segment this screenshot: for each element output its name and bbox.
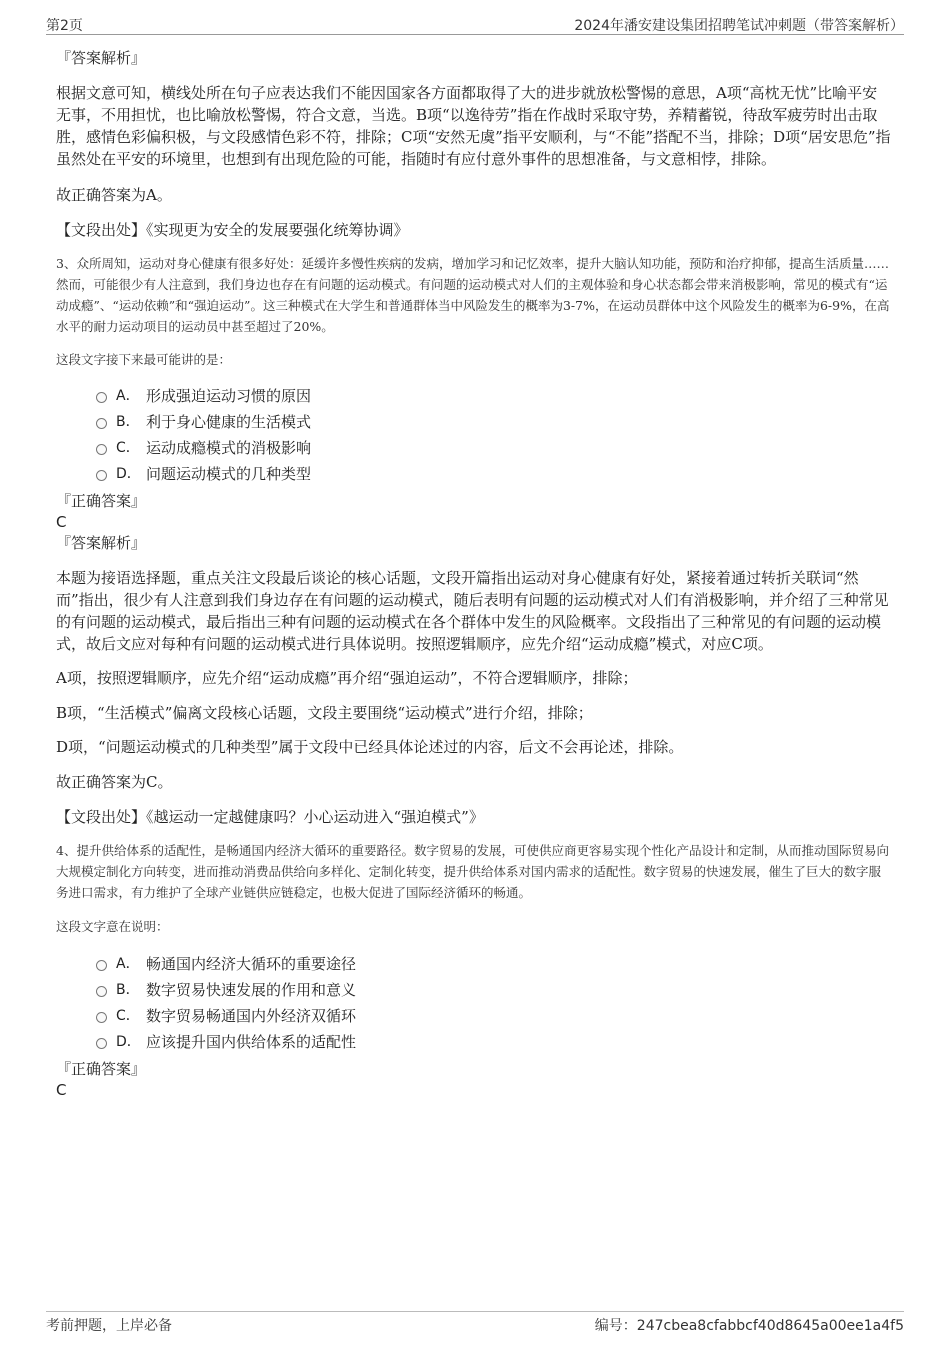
document-code: 编号：247cbea8cfabbcf40d8645a00ee1a4f5 [594,1318,904,1334]
analysis-heading: 『答案解析』 [56,49,147,67]
source: 【文段出处】《越运动一定越健康吗？小心运动进入“强迫模式”》 [56,808,484,826]
footer-slogan: 考前押题，上岸必备 [46,1318,172,1334]
page-footer [46,1311,904,1334]
option-b[interactable]: B． 数字贸易快速发展的作用和意义 [96,977,892,1003]
question-3-prompt: 这段文字接下来最可能讲的是： [56,352,232,367]
analysis-heading: 『答案解析』 [56,534,147,552]
question-4-options [56,951,892,1055]
conclusion: 故正确答案为C。 [56,773,173,791]
radio-icon[interactable] [96,418,107,429]
page-content [56,44,892,1100]
radio-icon[interactable] [96,1012,107,1023]
question-3-stem: 3、众所周知，运动对身心健康有很多好处：延缓许多慢性疾病的发病，增加学习和记忆效率，提升大脑认知功能，预防和治疗抑郁，提高生活质量……然而，可能很少有人注意到，我们身边也存在有问题的运动模式。有问题的运动模式对人们的主观体验和身心状态都会带来消极影响，常见的模式有“运动成瘾”、“运动依赖”和“强迫运动”。这三种模式在大学生和普通群体当中风险发生的概率为3-7%，在运动员群体中这个风险发生的概率为6-9%，在高水平的耐力运动项目的运动员中甚至超过了20%。 [56,256,890,334]
analysis-text: 根据文意可知，横线处所在句子应表达我们不能因国家各方面都取得了大的进步就放松警惕的意思，A项“高枕无忧”比喻平安无事，不用担忧，也比喻放松警惕，符合文意，当选。B项“以逸待劳”指在作战时采取守势，养精蓄锐，待敌军疲劳时出击取胜，感情色彩偏积极，与文段感情色彩不符，排除；C项“安然无虞”指平安顺利，与“不能”搭配不当，排除；D项“居安思危”指虽然处在平安的环境里，也想到有出现危险的可能，指随时有应付意外事件的思想准备，与文意相悖，排除。 [56,84,891,168]
question-4-stem: 4、提升供给体系的适配性，是畅通国内经济大循环的重要路径。数字贸易的发展，可使供应商更容易实现个性化产品设计和定制，从而推动国际贸易向大规模定制化方向转变，进而推动消费品供给向多样化、定制化转变，提升供给体系对国内需求的适配性。数字贸易的快速发展，催生了巨大的数字服务进口需求，有力维护了全球产业链供应链稳定，也极大促进了国际经济循环的畅通。 [56,843,889,900]
correct-answer: C [56,513,67,531]
option-a[interactable]: A． 形成强迫运动习惯的原因 [96,383,892,409]
radio-icon[interactable] [96,444,107,455]
source: 【文段出处】《实现更为安全的发展要强化统筹协调》 [56,221,409,239]
option-c[interactable]: C． 运动成瘾模式的消极影响 [96,435,892,461]
analysis-option-d: D项，“问题运动模式的几种类型”属于文段中已经具体论述过的内容，后文不会再论述，排除。 [56,738,684,756]
option-d[interactable]: D． 应该提升国内供给体系的适配性 [96,1029,892,1055]
option-d[interactable]: D． 问题运动模式的几种类型 [96,461,892,487]
document-title: 2024年潘安建设集团招聘笔试冲刺题（带答案解析） [574,18,904,34]
radio-icon[interactable] [96,392,107,403]
radio-icon[interactable] [96,960,107,971]
analysis-option-b: B项，“生活模式”偏离文段核心话题，文段主要围绕“运动模式”进行介绍，排除； [56,704,593,722]
answer-heading: 『正确答案』 [56,1060,147,1078]
analysis-option-a: A项，按照逻辑顺序，应先介绍“运动成瘾”再介绍“强迫运动”，不符合逻辑顺序，排除； [56,669,638,687]
correct-answer: C [56,1081,67,1099]
option-b[interactable]: B． 利于身心健康的生活模式 [96,409,892,435]
option-a[interactable]: A． 畅通国内经济大循环的重要途径 [96,951,892,977]
page-number: 第2页 [46,18,83,34]
radio-icon[interactable] [96,470,107,481]
conclusion: 故正确答案为A。 [56,186,172,204]
radio-icon[interactable] [96,986,107,997]
answer-heading: 『正确答案』 [56,492,147,510]
option-c[interactable]: C． 数字贸易畅通国内外经济双循环 [96,1003,892,1029]
page-header [46,14,904,35]
analysis-text: 本题为接语选择题，重点关注文段最后谈论的核心话题，文段开篇指出运动对身心健康有好处，紧接着通过转折关联词“然而”指出，很少有人注意到我们身边存在有问题的运动模式，随后表明有问题的运动模式对人们有消极影响，并介绍了三种常见的有问题的运动模式，最后指出三种有问题的运动模式在各个群体中发生的风险概率。文段指出了三种常见的有问题的运动模式，故后文应对每种有问题的运动模式进行具体说明。按照逻辑顺序，应先介绍“运动成瘾”模式，对应C项。 [56,569,889,653]
question-3-options [56,383,892,487]
question-4-prompt: 这段文字意在说明： [56,919,169,934]
radio-icon[interactable] [96,1038,107,1049]
